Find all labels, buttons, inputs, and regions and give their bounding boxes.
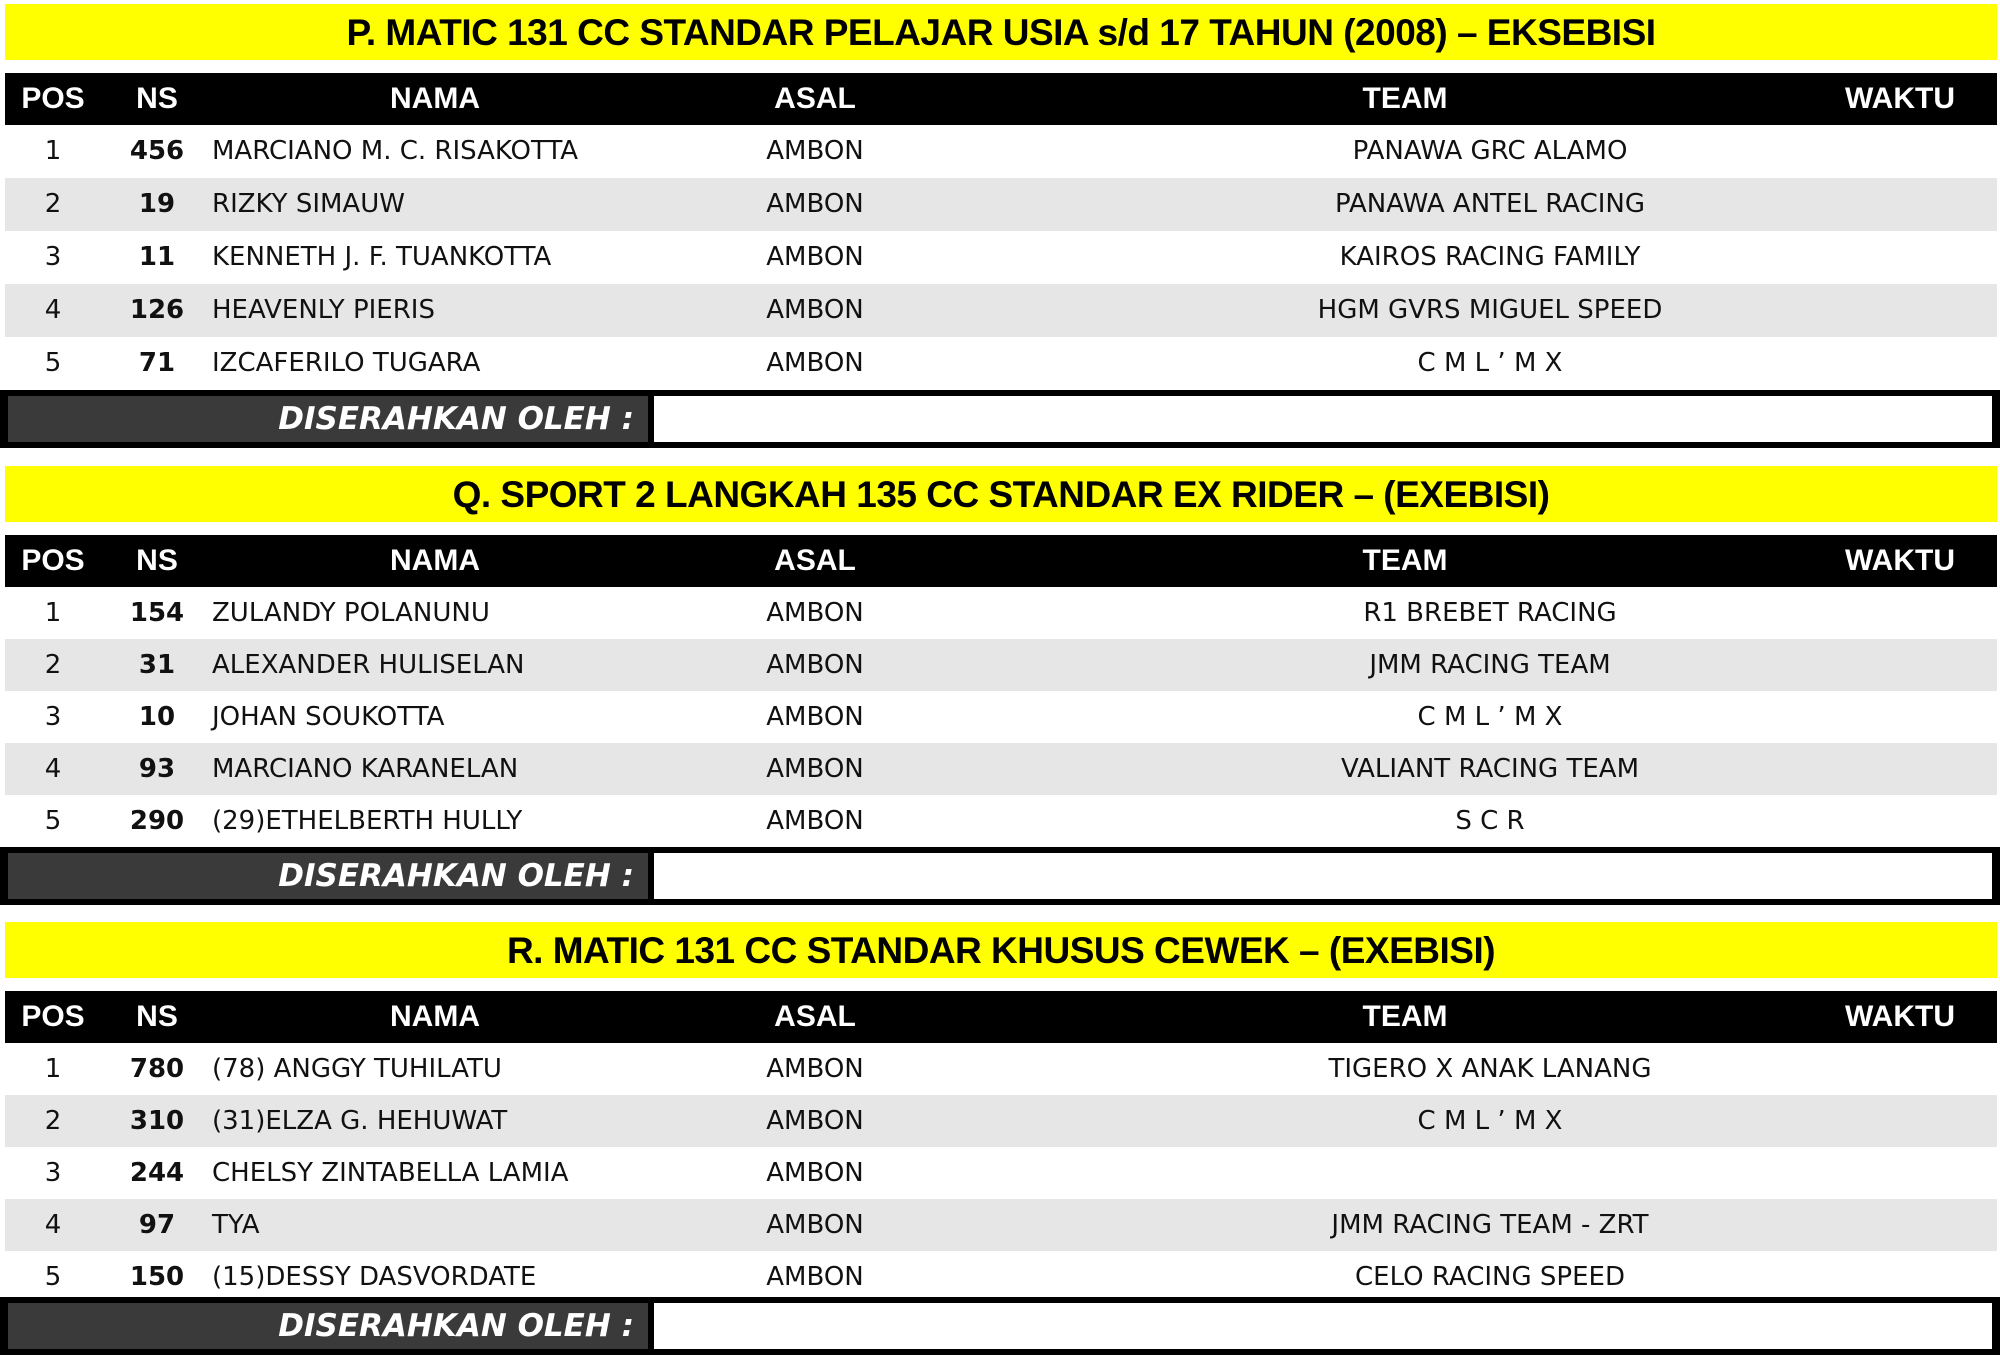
table-row: [5, 795, 1997, 847]
cell-pos: 1: [44, 136, 62, 166]
submitted-by-field[interactable]: [654, 396, 1992, 442]
header-asal: ASAL: [774, 1000, 856, 1033]
table-row: [5, 337, 1997, 390]
header-ns: NS: [136, 82, 178, 115]
cell-nama: (78) ANGGY TUHILATU: [212, 1054, 502, 1084]
cell-nama: (31)ELZA G. HEHUWAT: [212, 1106, 508, 1136]
table-row: [5, 639, 1997, 691]
cell-team: VALIANT RACING TEAM: [1341, 754, 1639, 784]
cell-ns: 19: [138, 189, 176, 219]
cell-asal: AMBON: [766, 1262, 864, 1292]
cell-ns: 456: [129, 136, 185, 166]
cell-nama: CHELSY ZINTABELLA LAMIA: [212, 1158, 569, 1188]
cell-ns: 31: [138, 650, 176, 680]
table-row: [5, 743, 1997, 795]
table-row: [5, 1043, 1997, 1095]
cell-asal: AMBON: [766, 598, 864, 628]
cell-nama: (29)ETHELBERTH HULLY: [212, 806, 523, 836]
table-body: [5, 1043, 1997, 1303]
cell-asal: AMBON: [766, 295, 864, 325]
cell-asal: AMBON: [766, 189, 864, 219]
cell-ns: 126: [129, 295, 185, 325]
cell-ns: 244: [129, 1158, 185, 1188]
header-waktu: WAKTU: [1845, 544, 1955, 577]
header-pos: POS: [21, 1000, 85, 1033]
cell-asal: AMBON: [766, 806, 864, 836]
cell-asal: AMBON: [766, 1054, 864, 1084]
submitted-by-label: DISERAHKAN OLEH :: [8, 1303, 648, 1349]
header-ns: NS: [136, 544, 178, 577]
cell-pos: 2: [44, 650, 62, 680]
header-nama: NAMA: [390, 544, 480, 577]
table-row: [5, 691, 1997, 743]
cell-team: CELO RACING SPEED: [1355, 1262, 1625, 1292]
submitted-by-field[interactable]: [654, 1303, 1992, 1349]
cell-asal: AMBON: [766, 754, 864, 784]
header-team: TEAM: [1362, 1000, 1448, 1033]
cell-asal: AMBON: [766, 348, 864, 378]
cell-team: PANAWA ANTEL RACING: [1334, 189, 1645, 219]
header-nama: NAMA: [390, 1000, 480, 1033]
table-header: [5, 991, 1997, 1043]
submitted-by-bar: [0, 1297, 2000, 1355]
cell-ns: 310: [129, 1106, 185, 1136]
header-waktu: WAKTU: [1845, 82, 1955, 115]
cell-ns: 290: [129, 806, 185, 836]
submitted-by-label: DISERAHKAN OLEH :: [8, 853, 648, 899]
header-nama: NAMA: [390, 82, 480, 115]
cell-ns: 71: [138, 348, 176, 378]
cell-asal: AMBON: [766, 242, 864, 272]
header-ns: NS: [136, 1000, 178, 1033]
cell-team: PANAWA GRC ALAMO: [1352, 136, 1628, 166]
table-body: [5, 125, 1997, 390]
cell-pos: 4: [44, 1210, 62, 1240]
cell-ns: 97: [138, 1210, 176, 1240]
cell-nama: JOHAN SOUKOTTA: [212, 702, 445, 732]
table-row: [5, 178, 1997, 231]
cell-nama: HEAVENLY PIERIS: [212, 295, 435, 325]
submitted-by-bar: [0, 847, 2000, 905]
header-waktu: WAKTU: [1845, 1000, 1955, 1033]
cell-pos: 4: [44, 754, 62, 784]
cell-team: TIGERO X ANAK LANANG: [1328, 1054, 1652, 1084]
cell-ns: 150: [129, 1262, 185, 1292]
submitted-by-field[interactable]: [654, 853, 1992, 899]
cell-pos: 5: [44, 806, 62, 836]
cell-asal: AMBON: [766, 1106, 864, 1136]
table-row: [5, 284, 1997, 337]
cell-nama: MARCIANO KARANELAN: [212, 754, 519, 784]
cell-nama: ALEXANDER HULISELAN: [212, 650, 525, 680]
cell-team: C M L ’ M X: [1417, 1106, 1563, 1136]
cell-pos: 4: [44, 295, 62, 325]
cell-pos: 3: [44, 702, 62, 732]
table-row: [5, 125, 1997, 178]
cell-pos: 3: [44, 242, 62, 272]
table-row: [5, 1095, 1997, 1147]
header-team: TEAM: [1362, 82, 1448, 115]
section-title: Q. SPORT 2 LANGKAH 135 CC STANDAR EX RIDER – (EXEBISI): [5, 466, 1997, 522]
cell-ns: 154: [129, 598, 185, 628]
cell-pos: 1: [44, 598, 62, 628]
cell-asal: AMBON: [766, 1158, 864, 1188]
cell-pos: 5: [44, 348, 62, 378]
header-team: TEAM: [1362, 544, 1448, 577]
table-row: [5, 231, 1997, 284]
cell-ns: 10: [138, 702, 176, 732]
cell-asal: AMBON: [766, 136, 864, 166]
cell-nama: TYA: [212, 1210, 260, 1240]
cell-nama: IZCAFERILO TUGARA: [212, 348, 481, 378]
cell-team: R1 BREBET RACING: [1363, 598, 1617, 628]
header-pos: POS: [21, 82, 85, 115]
submitted-by-bar: [0, 390, 2000, 448]
section-title: R. MATIC 131 CC STANDAR KHUSUS CEWEK – (EXEBISI): [5, 922, 1997, 978]
cell-nama: MARCIANO M. C. RISAKOTTA: [212, 136, 579, 166]
table-row: [5, 1147, 1997, 1199]
cell-team: HGM GVRS MIGUEL SPEED: [1317, 295, 1663, 325]
header-asal: ASAL: [774, 82, 856, 115]
section-title: P. MATIC 131 CC STANDAR PELAJAR USIA s/d 17 TAHUN (2008) – EKSEBISI: [5, 4, 1997, 60]
cell-team: C M L ’ M X: [1417, 348, 1563, 378]
table-body: [5, 587, 1997, 847]
submitted-by-label: DISERAHKAN OLEH :: [8, 396, 648, 442]
cell-team: JMM RACING TEAM: [1369, 650, 1611, 680]
table-row: [5, 587, 1997, 639]
table-header: [5, 535, 1997, 587]
cell-pos: 5: [44, 1262, 62, 1292]
table-header: [5, 73, 1997, 125]
cell-ns: 93: [138, 754, 176, 784]
cell-ns: 11: [138, 242, 176, 272]
table-row: [5, 1199, 1997, 1251]
cell-asal: AMBON: [766, 650, 864, 680]
cell-team: JMM RACING TEAM - ZRT: [1331, 1210, 1649, 1240]
cell-nama: RIZKY SIMAUW: [212, 189, 405, 219]
cell-nama: KENNETH J. F. TUANKOTTA: [212, 242, 552, 272]
table-row: [5, 1251, 1997, 1303]
cell-nama: (15)DESSY DASVORDATE: [212, 1262, 537, 1292]
cell-pos: 2: [44, 1106, 62, 1136]
cell-nama: ZULANDY POLANUNU: [212, 598, 490, 628]
cell-ns: 780: [129, 1054, 185, 1084]
cell-pos: 3: [44, 1158, 62, 1188]
cell-asal: AMBON: [766, 702, 864, 732]
header-pos: POS: [21, 544, 85, 577]
cell-team: S C R: [1455, 806, 1525, 836]
header-asal: ASAL: [774, 544, 856, 577]
cell-asal: AMBON: [766, 1210, 864, 1240]
cell-team: C M L ’ M X: [1417, 702, 1563, 732]
cell-pos: 2: [44, 189, 62, 219]
cell-pos: 1: [44, 1054, 62, 1084]
cell-team: KAIROS RACING FAMILY: [1339, 242, 1641, 272]
